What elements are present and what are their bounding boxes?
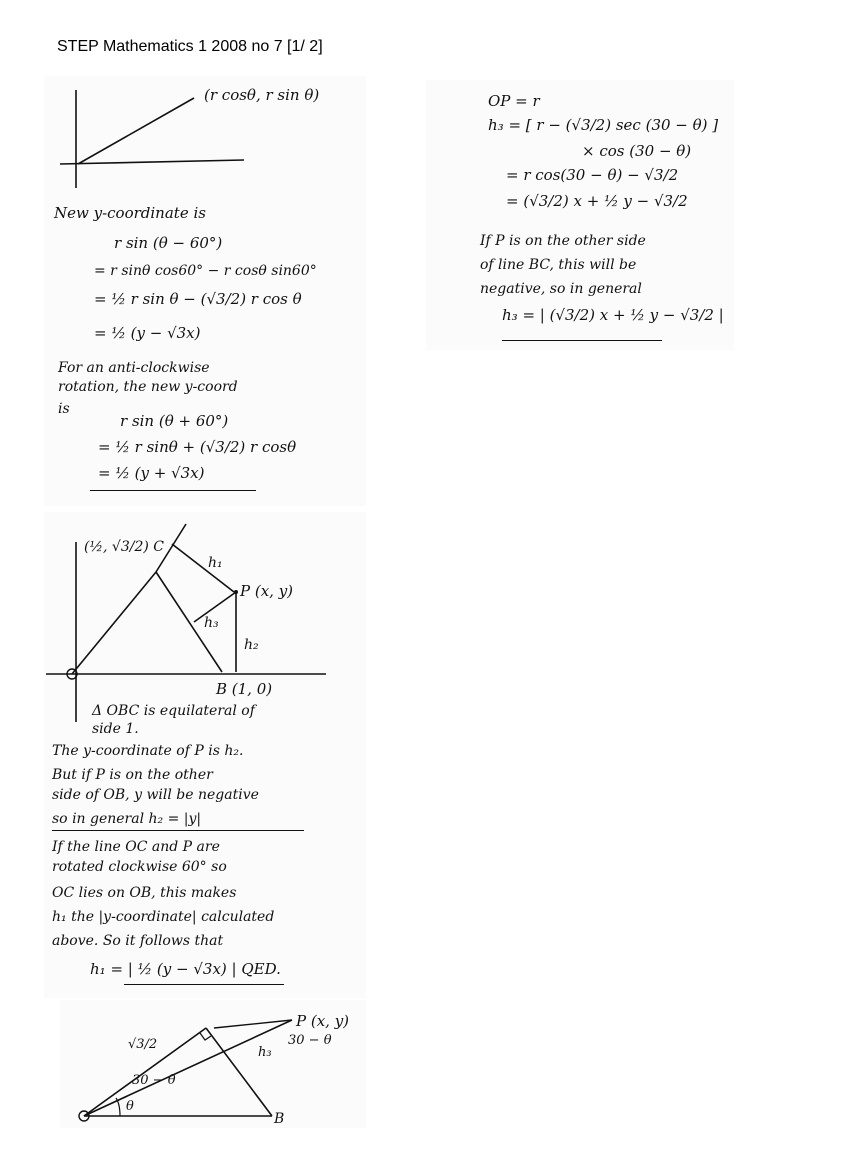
rotation-working-panel xyxy=(44,76,366,506)
line-h2-1: The y-coordinate of P is h₂. xyxy=(52,743,244,759)
line-expression: r sin (θ − 60°) xyxy=(114,234,223,252)
line-other-side-3: negative, so in general xyxy=(480,281,642,297)
line-h1-2: rotated clockwise 60° so xyxy=(52,859,227,875)
line-expand: = r cos(30 − θ) − √3/2 xyxy=(506,166,679,184)
radius-line xyxy=(78,98,194,164)
underline xyxy=(90,490,256,491)
line-anti-result: = ½ (y + √3x) xyxy=(98,464,205,482)
line-h1-result: h₁ = | ½ (y − √3x) | QED. xyxy=(90,960,281,978)
line-anticlockwise-3: is xyxy=(58,401,70,417)
label-p: P (x, y) xyxy=(296,1012,350,1030)
label-half-root3: √3/2 xyxy=(128,1037,158,1052)
line-xy: = (√3/2) x + ½ y − √3/2 xyxy=(506,192,688,210)
x-axis xyxy=(60,160,244,164)
line-h2-result: so in general h₂ = |y| xyxy=(52,811,202,827)
triangle-working-panel xyxy=(44,512,366,998)
side-oc xyxy=(72,572,156,674)
perpendicular-h1 xyxy=(172,544,234,592)
point-label: (r cosθ, r sin θ) xyxy=(204,86,320,104)
line-h1-5: above. So it follows that xyxy=(52,933,224,949)
underline-h2 xyxy=(52,830,304,831)
line-anti-expression: r sin (θ + 60°) xyxy=(120,412,229,430)
angle-diagram-panel xyxy=(60,1000,366,1128)
line-equilateral-1: Δ OBC is equilateral of xyxy=(92,703,255,719)
line-h3-result: h₃ = | (√3/2) x + ½ y − √3/2 | xyxy=(502,306,724,324)
label-b: B xyxy=(274,1111,285,1127)
line-p-to-foot xyxy=(214,1020,292,1028)
line-anticlockwise-2: rotation, the new y-coord xyxy=(58,379,238,395)
line-h1-4: h₁ the |y-coordinate| calculated xyxy=(52,909,275,925)
label-h3: h₃ xyxy=(204,615,219,631)
label-p: P (x, y) xyxy=(240,582,294,600)
line-other-side-1: If P is on the other side xyxy=(480,233,646,249)
label-h1: h₁ xyxy=(208,555,223,571)
line-expansion: = r sinθ cos60° − r cosθ sin60° xyxy=(94,263,317,279)
page-title: STEP Mathematics 1 2008 no 7 [1/ 2] xyxy=(57,38,323,55)
line-h2-3: side of OB, y will be negative xyxy=(52,787,259,803)
label-c: (½, √3/2) C xyxy=(84,539,165,555)
h3-working-panel xyxy=(426,80,734,350)
underline-h3 xyxy=(502,340,662,341)
line-anticlockwise-1: For an anti-clockwise xyxy=(58,360,210,376)
label-b: B (1, 0) xyxy=(216,680,273,698)
label-theta: θ xyxy=(126,1099,134,1114)
line-other-side-2: of line BC, this will be xyxy=(480,257,637,273)
line-new-y-coordinate: New y-coordinate is xyxy=(54,204,206,222)
line-result: = ½ (y − √3x) xyxy=(94,324,201,342)
line-cos: × cos (30 − θ) xyxy=(582,142,692,160)
line-simplify: = ½ r sin θ − (√3/2) r cos θ xyxy=(94,290,302,308)
point-p xyxy=(234,590,238,594)
label-h3: h₃ xyxy=(258,1045,272,1060)
line-h1-3: OC lies on OB, this makes xyxy=(52,885,237,901)
label-angle-30-theta-a: 30 − θ xyxy=(288,1033,332,1048)
line-h1-1: If the line OC and P are xyxy=(52,839,220,855)
line-foot-to-b xyxy=(206,1028,272,1116)
line-h2-2: But if P is on the other xyxy=(52,767,213,783)
line-op: OP = r xyxy=(488,92,540,110)
underline-h1 xyxy=(124,984,284,985)
line-equilateral-2: side 1. xyxy=(92,721,139,737)
label-angle-30-theta-b: 30 − θ xyxy=(132,1073,176,1088)
label-h2: h₂ xyxy=(244,637,259,653)
line-anti-expansion: = ½ r sinθ + (√3/2) r cosθ xyxy=(98,438,297,456)
line-h3-def: h₃ = [ r − (√3/2) sec (30 − θ) ] xyxy=(488,116,719,134)
right-angle-mark xyxy=(200,1033,211,1040)
